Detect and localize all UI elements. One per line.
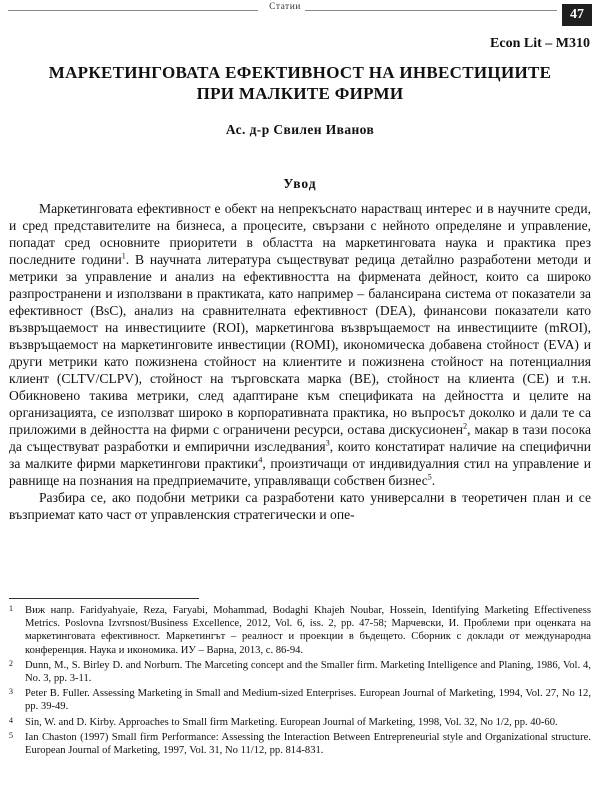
header-rule-right — [305, 10, 557, 11]
paragraph-2: Разбира се, ако подобни метрики са разработени като универсални в теоретичен план и се възприемат като част от управленския стратегически и опе- — [9, 490, 591, 522]
p1-text-a: Маркетинговата ефективност е обект на непрекъснато нарастващ интерес и в научните среди, и сред представителите на бизнеса, а процесите, свързани с нейното определяне и управление, попадат сред основните приоритети в областта на маркетинговата наука и практика през последните години — [9, 201, 591, 267]
footnote-number: 4 — [9, 715, 13, 725]
header-rule-left — [8, 10, 258, 11]
footnotes — [9, 604, 591, 759]
footnote-number: 5 — [9, 730, 13, 740]
footnote-text: Dunn, M., S. Birley D. and Norburn. The Marceting concept and the Smaller firm. Marketing Intelligence and Planing, 1986, Vol. 4, No. 3, pp. 3-11. — [25, 659, 591, 685]
p1-text-d: , които констатират наличие на специфични за малките фирми маркетингови практики — [9, 439, 591, 471]
footnote-text: Peter B. Fuller. Assessing Marketing in Small and Medium-sized Enterprises. European Journal of Marketing, 1994, Vol. 27, No 12, pp. 39-49. — [25, 688, 591, 713]
title-line-1: МАРКЕТИНГОВАТА ЕФЕКТИВНОСТ НА ИНВЕСТИЦИИТЕ — [48, 63, 552, 82]
econlit-code: Econ Lit – M310 — [490, 36, 590, 51]
footnote-number: 3 — [9, 687, 13, 697]
footnote-number: 1 — [9, 604, 13, 613]
p1-text-b: . В научната литература съществуват редица детайлно разработени методи и метрики за управление и анализ на ефективността на фирмената дейност, които са широко разпространени и използвани в практиката, като например – балансирана система от показатели за ефективност (BsC), анализ на сравнителната ефективност (DEA), финансови показатели като възвръщаемост на инвестициите (ROI), маркетингова възвръщаемост на инвестициите (mROI), възвръщаемост на маркетинговите инвестиции (ROMI), икономическа добавена стойност (EVA) и други метрики като пожизнена стойност на клиентите и пожизнена стойност на потенциалния клиент (CLTV/CLPV), стойност на търговската марка (BE), стойност на клиента (CE) и т.н. Обикновено такива метрики, след адаптиране към спецификата на дейността и целите на организацията, се използват широко в корпоративната практика, но въпросът доколко и дали те са приложими в дейността на фирми с ограничени ресурси, остава дискусионен — [9, 252, 592, 437]
footnote-ref-5: 5 — [427, 472, 432, 482]
article-title — [10, 62, 590, 104]
footnote-separator — [9, 598, 199, 599]
p1-text-e: , произтичащи от индивидуалния стил на управление и равнище на познания на предприемачите, управляващи собствен бизнес — [9, 456, 591, 488]
footnote — [9, 687, 591, 713]
section-heading: Увод — [283, 176, 317, 191]
footnote-text: Sin, W. and D. Kirby. Approaches to Small firm Marketing. European Journal of Marketing, 1998, Vol. 32, No 1/2, pp. 40-60. — [25, 716, 558, 728]
p1-text-c: , макар в тази посока да съществуват разработки и емпирични изследвания — [9, 422, 592, 454]
author-name: Ас. д-р Свилен Иванов — [225, 122, 375, 137]
footnote-ref-4: 4 — [258, 455, 263, 465]
page-number: 47 — [562, 4, 592, 26]
footnote — [9, 659, 591, 685]
paragraph-1 — [9, 200, 591, 489]
p1-text-f: . — [431, 473, 436, 488]
title-line-2: ПРИ МАЛКИТЕ ФИРМИ — [196, 84, 404, 103]
footnote — [9, 604, 591, 657]
footnote — [9, 731, 591, 757]
footnote-text: Виж напр. Faridyahyaie, Reza, Faryabi, Mohammad, Bodaghi Khajeh Noubar, Hossein, Identifying Marketing Effectiveness Metrics. Poslovna Izvrsnost/Business Excellence, 2012, Vol. 6, iss. 2, pp. 47-58; Марчевски, И. Проблеми при оценката на маркетинговата ефективност. Маркетингът – реалност и проекции в бъдещето. Сборник с доклади от международна конференция. Наука и икономика. ИУ – Варна, 2013, с. 86-94. — [25, 605, 591, 656]
footnote-text: Ian Chaston (1997) Small firm Performance: Assessing the Interaction Between Entrepreneurial style and Organizational structure. European Journal of Marketing, 1997, Vol. 31, No 11/12, pp. 814-831. — [25, 731, 591, 757]
article-body — [9, 200, 591, 523]
section-label: Статии — [269, 2, 301, 12]
footnote — [9, 716, 591, 729]
footnote-ref-3: 3 — [325, 438, 330, 448]
footnote-ref-2: 2 — [463, 421, 468, 431]
footnote-ref-1: 1 — [121, 251, 126, 261]
running-header — [0, 0, 600, 22]
footnote-number: 2 — [9, 658, 13, 668]
